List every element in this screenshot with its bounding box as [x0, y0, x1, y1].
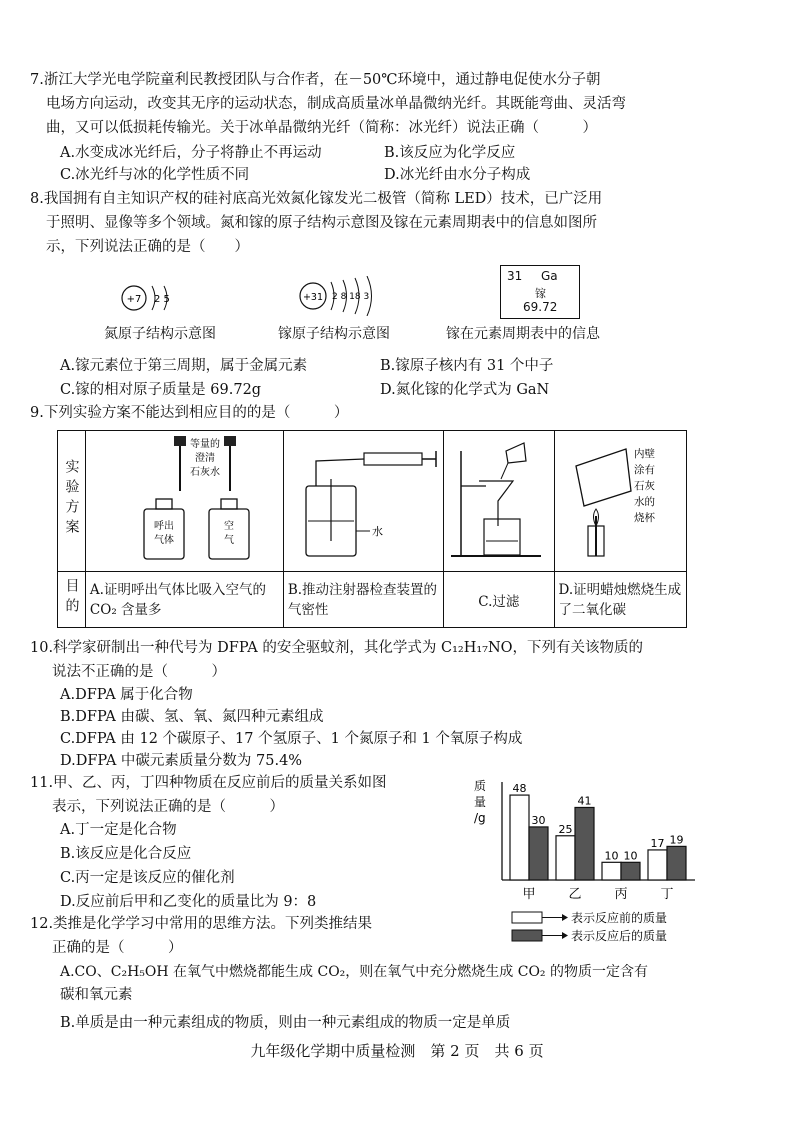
svg-text:石灰水: 石灰水: [190, 467, 221, 478]
bar-0-0: [510, 795, 529, 880]
plan-c-cell: [444, 431, 554, 572]
q10-line-1: 10.科学家研制出一种代号为 DFPA 的安全驱蚊剂，其化学式为 C₁₂H₁₇NO，下列有关该物质的: [30, 640, 644, 656]
legend-arrowhead: [562, 932, 568, 939]
ga-shell-electrons: 2 8 18 3: [332, 292, 370, 302]
q7-line-1: 7.浙江大学光电学院童利民教授团队与合作者，在－50℃环境中，通过静电促使水分子朝: [30, 72, 601, 88]
q7-option-b: B.该反应为化学反应: [384, 145, 516, 161]
q10-option-b: B.DFPA 由碳、氢、氧、氮四种元素组成: [60, 709, 324, 725]
q11-option-a: A.丁一定是化合物: [60, 822, 177, 838]
q7-line-2: 电场方向运动，改变其无序的运动状态，制成高质量冰单晶微纳光纤。其既能弯曲、灵活弯: [46, 96, 626, 112]
q7-line-3: 曲，又可以低损耗传输光。关于冰单晶微纳光纤（简称：冰光纤）说法正确（ ）: [46, 120, 597, 136]
q12-line-2: 正确的是（ ）: [52, 940, 183, 956]
bar-1-0: [556, 836, 575, 880]
q10-option-d: D.DFPA 中碳元素质量分数为 75.4%: [60, 753, 303, 769]
bar-value-label: 41: [577, 794, 592, 808]
nitrogen-caption: 氮原子结构示意图: [104, 326, 216, 342]
bar-3-0: [648, 850, 667, 880]
purpose-d: D.证明蜡烛燃烧生成了二氧化碳: [554, 572, 687, 628]
q12-option-a-line-1: A.CO、C₂H₅OH 在氧气中燃烧都能生成 CO₂，则在氧气中充分燃烧生成 CO₂ 的物质一定含有: [60, 964, 648, 980]
plan-c-figure: [446, 431, 551, 567]
purpose-a: A.证明呼出气体比吸入空气的 CO₂ 含量多: [85, 572, 283, 628]
svg-text:空: 空: [224, 521, 235, 532]
q8-option-b: B.镓原子核内有 31 个中子: [380, 358, 554, 374]
bar-value-label: 10: [623, 849, 638, 863]
row-header-plan: 实验方案: [58, 431, 86, 572]
plan-b-figure: [286, 431, 441, 567]
q12-option-b: B.单质是由一种元素组成的物质，则由一种元素组成的物质一定是单质: [60, 1015, 511, 1031]
purpose-b: B.推动注射器检查装置的气密性: [283, 572, 443, 628]
periodic-caption: 镓在元素周期表中的信息: [446, 326, 600, 342]
plan-b-cell: [283, 431, 443, 572]
q10-option-a: A.DFPA 属于化合物: [60, 687, 193, 703]
q11-option-b: B.该反应是化合反应: [60, 846, 192, 862]
legend-swatch: [512, 912, 542, 923]
n-shell-electrons: 2 5: [154, 294, 170, 305]
page-footer: 九年级化学期中质量检测 第 2 页 共 6 页: [250, 1042, 544, 1060]
legend-swatch: [512, 930, 542, 941]
svg-text:内壁: 内壁: [634, 448, 656, 460]
plan-a-figure: [89, 431, 279, 567]
category-label: 乙: [568, 887, 582, 902]
bar-value-label: 48: [512, 782, 527, 796]
bar-1-1: [575, 807, 594, 880]
q10-option-c: C.DFPA 由 12 个碳原子、17 个氢原子、1 个氮原子和 1 个氧原子构成: [60, 731, 523, 747]
q8-line-3: 示，下列说法正确的是（ ）: [46, 239, 249, 255]
ga-symbol: Ga: [541, 269, 558, 283]
q9-experiment-table: [57, 430, 687, 628]
q9-stem: 9.下列实验方案不能达到相应目的的是（ ）: [30, 405, 349, 421]
svg-text:等量的: 等量的: [190, 439, 221, 450]
svg-text:气体: 气体: [154, 535, 175, 546]
q8-option-d: D.氮化镓的化学式为 GaN: [380, 382, 550, 398]
legend-label: 表示反应前的质量: [571, 911, 668, 925]
bar-2-1: [621, 862, 640, 880]
svg-text:涂有: 涂有: [634, 464, 656, 476]
mass-bar-chart: [470, 772, 700, 947]
q11-option-c: C.丙一定是该反应的催化剂: [60, 870, 235, 886]
q8-line-1: 8.我国拥有自主知识产权的硅衬底高光效氮化镓发光二极管（简称 LED）技术，已广泛用: [30, 191, 603, 207]
q12-option-a-line-2: 碳和氧元素: [60, 987, 133, 1003]
ga-name: 镓: [535, 287, 546, 300]
bar-value-label: 30: [531, 813, 546, 827]
ga-mass: 69.72: [523, 300, 558, 314]
legend-label: 表示反应后的质量: [571, 929, 668, 943]
q8-option-a: A.镓元素位于第三周期，属于金属元素: [60, 358, 308, 374]
bar-value-label: 19: [669, 833, 684, 847]
bar-value-label: 25: [558, 822, 573, 836]
ga-periodic-cell: [500, 265, 580, 319]
q11-option-d: D.反应前后甲和乙变化的质量比为 9：8: [60, 894, 317, 910]
q8-line-2: 于照明、显像等多个领域。氮和镓的原子结构示意图及镓在元素周期表中的信息如图所: [46, 215, 597, 231]
q12-line-1: 12.类推是化学学习中常用的思维方法。下列类推结果: [30, 916, 373, 932]
category-label: 甲: [522, 887, 536, 902]
legend-arrowhead: [562, 914, 568, 921]
q11-line-1: 11.甲、乙、丙，丁四种物质在反应前后的质量关系如图: [30, 775, 387, 791]
q7-option-c: C.冰光纤与冰的化学性质不同: [60, 167, 250, 183]
q7-option-a: A.水变成冰光纤后，分子将静止不再运动: [60, 145, 322, 161]
svg-text:澄清: 澄清: [195, 453, 216, 464]
ga-atomic-number: 31: [507, 269, 523, 283]
water-label: 水: [372, 525, 383, 538]
nitrogen-atom-diagram: [120, 280, 190, 316]
n-nucleus-label: +7: [126, 294, 142, 305]
bar-2-0: [602, 862, 621, 880]
q7-option-d: D.冰光纤由水分子构成: [384, 167, 531, 183]
bar-3-1: [667, 846, 686, 880]
gallium-caption: 镓原子结构示意图: [278, 326, 390, 342]
plan-d-figure: [556, 431, 684, 567]
y-axis-label: 质量/g: [474, 779, 487, 825]
plan-d-cell: [554, 431, 687, 572]
svg-text:呼出: 呼出: [154, 521, 175, 532]
svg-text:石灰: 石灰: [634, 480, 656, 492]
bar-value-label: 17: [650, 836, 665, 850]
svg-text:水的: 水的: [634, 496, 656, 508]
category-label: 丙: [614, 887, 628, 902]
q10-line-2: 说法不正确的是（ ）: [52, 664, 226, 680]
gallium-atom-diagram: [298, 276, 388, 316]
plan-a-cell: [85, 431, 283, 572]
ga-nucleus-label: +31: [302, 292, 324, 303]
q11-line-2: 表示，下列说法正确的是（ ）: [52, 799, 284, 815]
bar-0-1: [529, 827, 548, 880]
q8-option-c: C.镓的相对原子质量是 69.72g: [60, 382, 262, 398]
row-header-purpose: 目的: [58, 572, 86, 628]
purpose-c: C.过滤: [444, 572, 554, 628]
category-label: 丁: [660, 887, 674, 902]
bar-value-label: 10: [604, 849, 619, 863]
svg-text:烧杯: 烧杯: [634, 512, 656, 524]
svg-text:气: 气: [224, 535, 235, 546]
